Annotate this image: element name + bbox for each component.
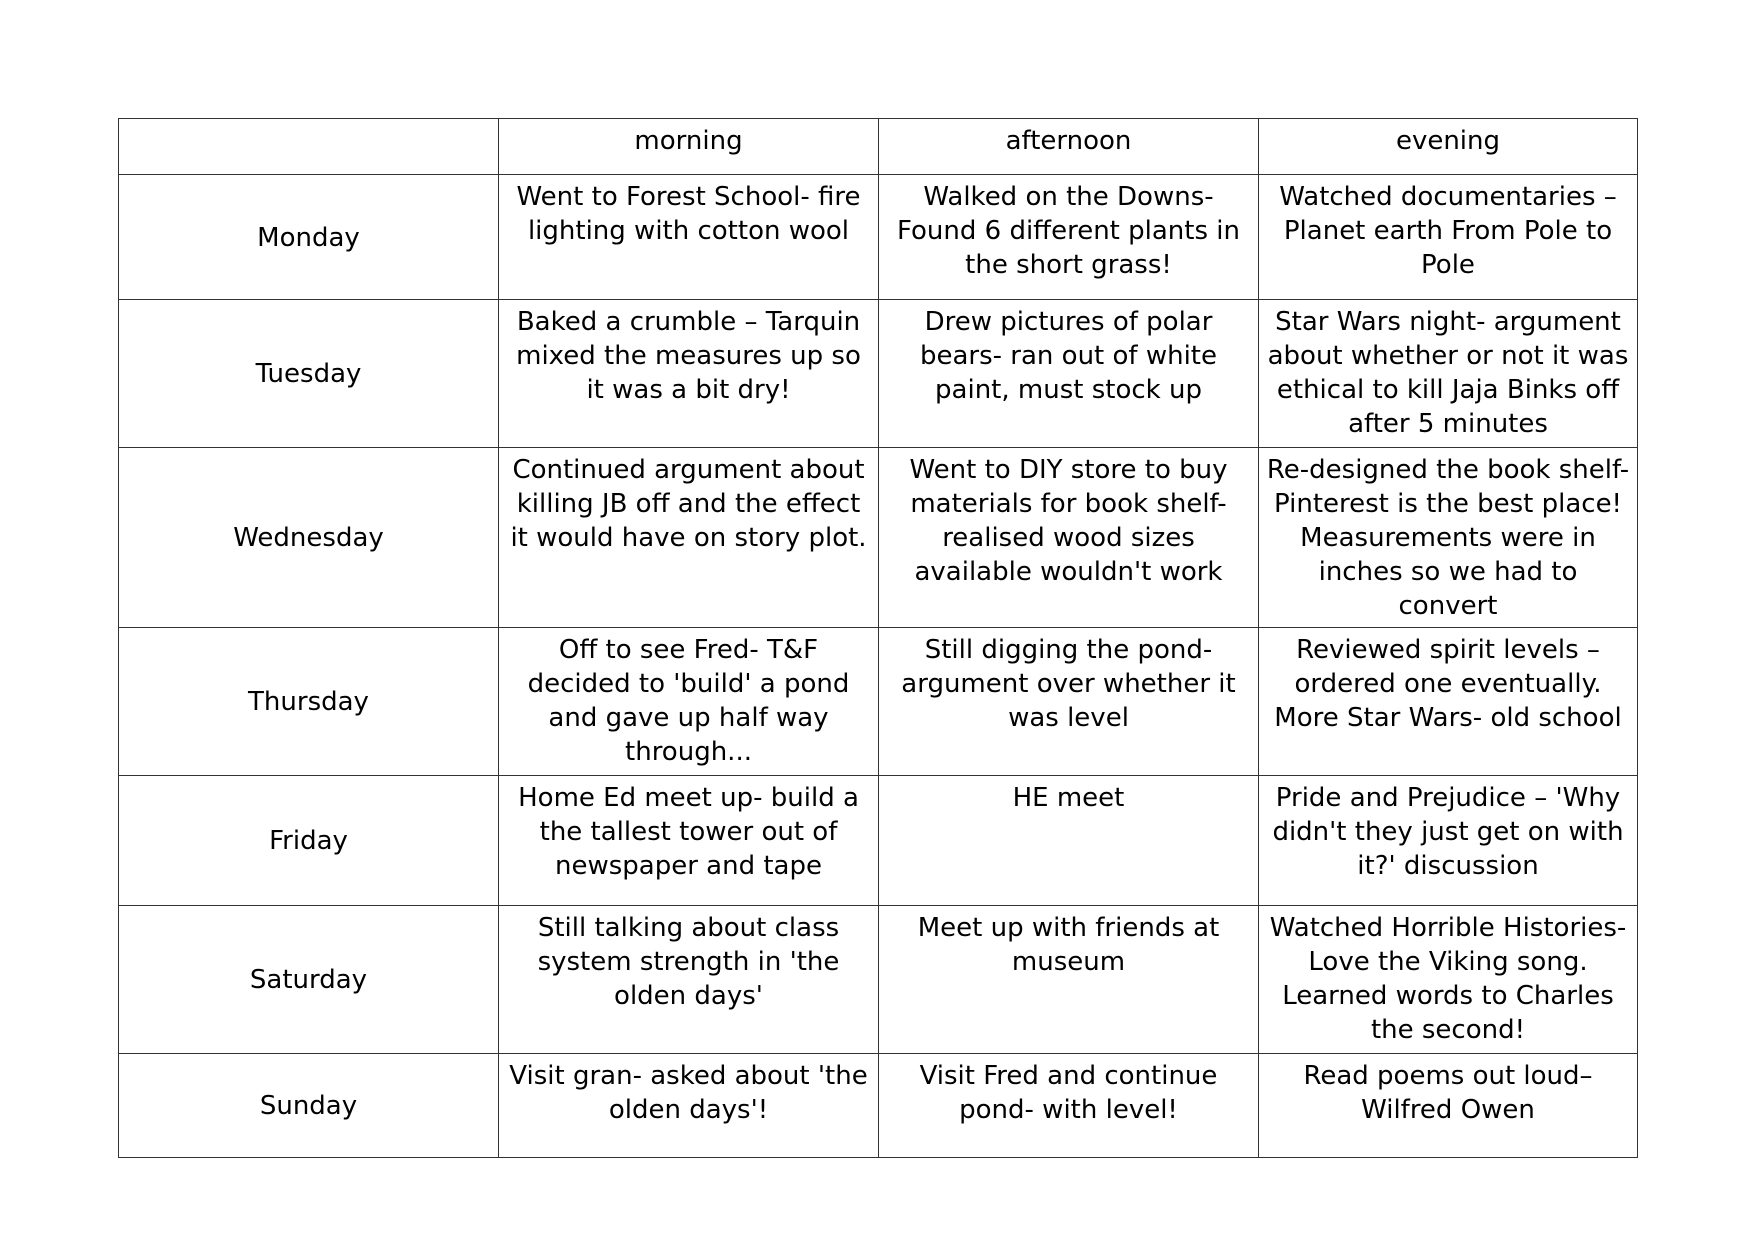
evening-cell: Reviewed spirit levels – ordered one eventually. More Star Wars- old school — [1259, 628, 1638, 776]
table-row-monday — [119, 175, 1638, 300]
table-row-wednesday — [119, 448, 1638, 628]
afternoon-cell: HE meet — [879, 776, 1259, 906]
table-header-row — [119, 119, 1638, 175]
header-evening: evening — [1259, 119, 1638, 175]
afternoon-cell: Visit Fred and continue pond- with level! — [879, 1054, 1259, 1158]
evening-cell: Re-designed the book shelf- Pinterest is the best place! Measurements were in inches so we had to convert — [1259, 448, 1638, 628]
morning-cell: Off to see Fred- T&F decided to 'build' a pond and gave up half way through... — [499, 628, 879, 776]
evening-cell: Pride and Prejudice – 'Why didn't they just get on with it?' discussion — [1259, 776, 1638, 906]
table-row-sunday — [119, 1054, 1638, 1158]
morning-cell: Continued argument about killing JB off and the effect it would have on story plot. — [499, 448, 879, 628]
evening-cell: Watched Horrible Histories- Love the Viking song. Learned words to Charles the second! — [1259, 906, 1638, 1054]
afternoon-cell: Went to DIY store to buy materials for book shelf- realised wood sizes available wouldn't work — [879, 448, 1259, 628]
evening-cell: Watched documentaries – Planet earth From Pole to Pole — [1259, 175, 1638, 300]
morning-cell: Went to Forest School- fire lighting with cotton wool — [499, 175, 879, 300]
day-label: Monday — [119, 175, 499, 300]
evening-cell: Star Wars night- argument about whether or not it was ethical to kill Jaja Binks off after 5 minutes — [1259, 300, 1638, 448]
day-label: Tuesday — [119, 300, 499, 448]
day-label: Sunday — [119, 1054, 499, 1158]
day-label: Thursday — [119, 628, 499, 776]
weekly-activity-table — [118, 118, 1638, 1158]
header-corner-cell — [119, 119, 499, 175]
evening-cell: Read poems out loud– Wilfred Owen — [1259, 1054, 1638, 1158]
table-row-friday — [119, 776, 1638, 906]
day-label: Wednesday — [119, 448, 499, 628]
header-morning: morning — [499, 119, 879, 175]
morning-cell: Visit gran- asked about 'the olden days'! — [499, 1054, 879, 1158]
day-label: Saturday — [119, 906, 499, 1054]
morning-cell: Home Ed meet up- build a the tallest tower out of newspaper and tape — [499, 776, 879, 906]
morning-cell: Baked a crumble – Tarquin mixed the measures up so it was a bit dry! — [499, 300, 879, 448]
table-row-saturday — [119, 906, 1638, 1054]
afternoon-cell: Meet up with friends at museum — [879, 906, 1259, 1054]
header-afternoon: afternoon — [879, 119, 1259, 175]
afternoon-cell: Walked on the Downs- Found 6 different plants in the short grass! — [879, 175, 1259, 300]
afternoon-cell: Still digging the pond- argument over whether it was level — [879, 628, 1259, 776]
table-row-tuesday — [119, 300, 1638, 448]
morning-cell: Still talking about class system strength in 'the olden days' — [499, 906, 879, 1054]
afternoon-cell: Drew pictures of polar bears- ran out of white paint, must stock up — [879, 300, 1259, 448]
table-row-thursday — [119, 628, 1638, 776]
day-label: Friday — [119, 776, 499, 906]
